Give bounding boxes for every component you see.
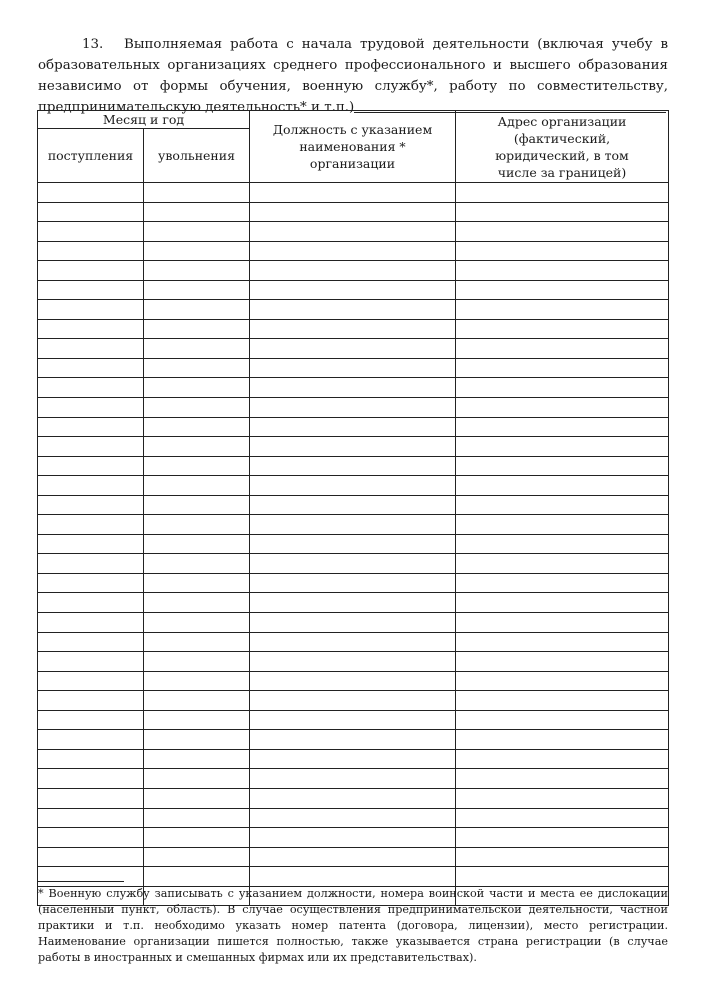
table-row <box>38 593 669 613</box>
position-cell[interactable] <box>250 632 456 652</box>
address-cell[interactable] <box>456 339 669 359</box>
table-row <box>38 241 669 261</box>
table-row <box>38 847 669 867</box>
position-cell[interactable] <box>250 808 456 828</box>
table-row <box>38 358 669 378</box>
address-cell[interactable] <box>456 828 669 848</box>
end-date-cell[interactable] <box>144 632 250 652</box>
work-history-table <box>37 110 669 906</box>
start-date-cell[interactable] <box>38 495 144 515</box>
start-date-cell[interactable] <box>38 183 144 203</box>
table-row <box>38 300 669 320</box>
start-date-cell[interactable] <box>38 241 144 261</box>
address-cell[interactable] <box>456 398 669 418</box>
end-date-cell[interactable] <box>144 749 250 769</box>
position-cell[interactable] <box>250 280 456 300</box>
address-cell[interactable] <box>456 300 669 320</box>
footnote-text: * Военную службу записывать с указанием должности, номера воинской части и места ее дислокации (населенный пункт, область). В случае осуществления предпринимательской деятельности, частной практики и т.п. необходимо указать номер патента (договора, лицензии), место регистрации. Наименование организации пишется полностью, также указывается страна регистрации (в случае работы в иностранных и смешанных фирмах или их представительствах). <box>38 887 668 964</box>
address-cell[interactable] <box>456 769 669 789</box>
table-row <box>38 339 669 359</box>
table-row <box>38 417 669 437</box>
address-cell[interactable] <box>456 456 669 476</box>
address-cell[interactable] <box>456 515 669 535</box>
address-cell[interactable] <box>456 808 669 828</box>
end-date-cell[interactable] <box>144 339 250 359</box>
start-date-cell[interactable] <box>38 847 144 867</box>
table-row <box>38 476 669 496</box>
position-cell[interactable] <box>250 476 456 496</box>
end-date-cell[interactable] <box>144 378 250 398</box>
end-date-cell[interactable] <box>144 808 250 828</box>
end-date-cell[interactable] <box>144 202 250 222</box>
table-row <box>38 280 669 300</box>
start-date-cell[interactable] <box>38 808 144 828</box>
end-date-cell[interactable] <box>144 515 250 535</box>
table-row <box>38 222 669 242</box>
end-date-cell[interactable] <box>144 280 250 300</box>
address-cell[interactable] <box>456 867 669 887</box>
end-date-cell[interactable] <box>144 652 250 672</box>
start-date-cell[interactable] <box>38 652 144 672</box>
end-date-cell[interactable] <box>144 534 250 554</box>
address-cell[interactable] <box>456 710 669 730</box>
address-cell[interactable] <box>456 534 669 554</box>
start-date-cell[interactable] <box>38 554 144 574</box>
address-cell[interactable] <box>456 280 669 300</box>
address-cell[interactable] <box>456 202 669 222</box>
end-date-cell[interactable] <box>144 769 250 789</box>
start-date-cell[interactable] <box>38 730 144 750</box>
address-cell[interactable] <box>456 554 669 574</box>
position-cell[interactable] <box>250 300 456 320</box>
address-cell[interactable] <box>456 378 669 398</box>
start-date-cell[interactable] <box>38 300 144 320</box>
position-cell[interactable] <box>250 613 456 633</box>
end-date-cell[interactable] <box>144 828 250 848</box>
position-cell[interactable] <box>250 788 456 808</box>
address-cell[interactable] <box>456 319 669 339</box>
address-cell[interactable] <box>456 691 669 711</box>
end-date-cell[interactable] <box>144 476 250 496</box>
table-row <box>38 378 669 398</box>
address-cell[interactable] <box>456 730 669 750</box>
position-cell[interactable] <box>250 241 456 261</box>
position-cell[interactable] <box>250 261 456 281</box>
end-date-cell[interactable] <box>144 222 250 242</box>
start-date-cell[interactable] <box>38 339 144 359</box>
end-date-cell[interactable] <box>144 261 250 281</box>
position-cell[interactable] <box>250 847 456 867</box>
table-row <box>38 769 669 789</box>
address-cell[interactable] <box>456 476 669 496</box>
end-date-cell[interactable] <box>144 554 250 574</box>
position-cell[interactable] <box>250 398 456 418</box>
start-date-cell[interactable] <box>38 456 144 476</box>
end-date-cell[interactable] <box>144 241 250 261</box>
end-date-cell[interactable] <box>144 710 250 730</box>
end-date-cell[interactable] <box>144 358 250 378</box>
position-cell[interactable] <box>250 222 456 242</box>
table-row <box>38 319 669 339</box>
end-date-cell[interactable] <box>144 730 250 750</box>
address-cell[interactable] <box>456 437 669 457</box>
address-cell[interactable] <box>456 241 669 261</box>
header-end-date: увольнения <box>144 129 250 183</box>
end-date-cell[interactable] <box>144 593 250 613</box>
section-number: 13. <box>82 37 104 52</box>
position-cell[interactable] <box>250 378 456 398</box>
address-cell[interactable] <box>456 671 669 691</box>
position-cell[interactable] <box>250 495 456 515</box>
start-date-cell[interactable] <box>38 769 144 789</box>
start-date-cell[interactable] <box>38 358 144 378</box>
section-description: Выполняемая работа с начала трудовой деятельности (включая учебу в образовательных организациях среднего профессионального и высшего образования независимо от формы обучения, военную службу*, работу по совместительству, предпринимательскую деятельность* и т.п.) <box>38 37 668 115</box>
position-cell[interactable] <box>250 710 456 730</box>
position-cell[interactable] <box>250 417 456 437</box>
table-row <box>38 730 669 750</box>
end-date-cell[interactable] <box>144 398 250 418</box>
position-cell[interactable] <box>250 867 456 887</box>
position-cell[interactable] <box>250 437 456 457</box>
position-cell[interactable] <box>250 652 456 672</box>
address-cell[interactable] <box>456 573 669 593</box>
address-cell[interactable] <box>456 417 669 437</box>
position-cell[interactable] <box>250 358 456 378</box>
address-cell[interactable] <box>456 613 669 633</box>
end-date-cell[interactable] <box>144 847 250 867</box>
position-cell[interactable] <box>250 691 456 711</box>
position-cell[interactable] <box>250 671 456 691</box>
position-cell[interactable] <box>250 534 456 554</box>
end-date-cell[interactable] <box>144 495 250 515</box>
start-date-cell[interactable] <box>38 319 144 339</box>
position-cell[interactable] <box>250 339 456 359</box>
table-row <box>38 808 669 828</box>
position-cell[interactable] <box>250 769 456 789</box>
start-date-cell[interactable] <box>38 437 144 457</box>
table-row <box>38 554 669 574</box>
start-date-cell[interactable] <box>38 398 144 418</box>
position-cell[interactable] <box>250 573 456 593</box>
end-date-cell[interactable] <box>144 671 250 691</box>
start-date-cell[interactable] <box>38 515 144 535</box>
table-row <box>38 788 669 808</box>
start-date-cell[interactable] <box>38 202 144 222</box>
start-date-cell[interactable] <box>38 671 144 691</box>
table-row <box>38 710 669 730</box>
table-row <box>38 202 669 222</box>
table-row <box>38 573 669 593</box>
address-cell[interactable] <box>456 749 669 769</box>
end-date-cell[interactable] <box>144 437 250 457</box>
address-cell[interactable] <box>456 358 669 378</box>
table-row <box>38 534 669 554</box>
end-date-cell[interactable] <box>144 573 250 593</box>
position-cell[interactable] <box>250 202 456 222</box>
position-cell[interactable] <box>250 515 456 535</box>
start-date-cell[interactable] <box>38 280 144 300</box>
end-date-cell[interactable] <box>144 867 250 887</box>
table-row <box>38 261 669 281</box>
table-row <box>38 437 669 457</box>
end-date-cell[interactable] <box>144 300 250 320</box>
header-month-year: Месяц и год <box>38 111 250 129</box>
table-row <box>38 495 669 515</box>
section-13-text <box>38 34 668 118</box>
table-row <box>38 183 669 203</box>
start-date-cell[interactable] <box>38 613 144 633</box>
table-row <box>38 652 669 672</box>
address-cell[interactable] <box>456 183 669 203</box>
address-cell[interactable] <box>456 222 669 242</box>
start-date-cell[interactable] <box>38 222 144 242</box>
start-date-cell[interactable] <box>38 632 144 652</box>
end-date-cell[interactable] <box>144 788 250 808</box>
header-address: Адрес организации (фактический, юридический, в том числе за границей) <box>456 111 669 183</box>
table-row <box>38 671 669 691</box>
table-row <box>38 828 669 848</box>
address-cell[interactable] <box>456 847 669 867</box>
table-row <box>38 867 669 887</box>
table-row <box>38 398 669 418</box>
address-cell[interactable] <box>456 593 669 613</box>
header-start-date: поступления <box>38 129 144 183</box>
start-date-cell[interactable] <box>38 593 144 613</box>
position-cell[interactable] <box>250 730 456 750</box>
table-body <box>38 183 669 906</box>
start-date-cell[interactable] <box>38 534 144 554</box>
start-date-cell[interactable] <box>38 749 144 769</box>
table-row <box>38 515 669 535</box>
position-cell[interactable] <box>250 456 456 476</box>
table-row <box>38 691 669 711</box>
table-row <box>38 456 669 476</box>
end-date-cell[interactable] <box>144 417 250 437</box>
position-cell[interactable] <box>250 749 456 769</box>
start-date-cell[interactable] <box>38 867 144 887</box>
start-date-cell[interactable] <box>38 710 144 730</box>
end-date-cell[interactable] <box>144 183 250 203</box>
table-row <box>38 632 669 652</box>
start-date-cell[interactable] <box>38 828 144 848</box>
start-date-cell[interactable] <box>38 573 144 593</box>
position-cell[interactable] <box>250 319 456 339</box>
position-cell[interactable] <box>250 828 456 848</box>
address-cell[interactable] <box>456 261 669 281</box>
header-position: Должность с указанием наименования * организации <box>250 111 456 183</box>
start-date-cell[interactable] <box>38 261 144 281</box>
start-date-cell[interactable] <box>38 476 144 496</box>
start-date-cell[interactable] <box>38 691 144 711</box>
end-date-cell[interactable] <box>144 691 250 711</box>
start-date-cell[interactable] <box>38 788 144 808</box>
start-date-cell[interactable] <box>38 417 144 437</box>
end-date-cell[interactable] <box>144 456 250 476</box>
end-date-cell[interactable] <box>144 613 250 633</box>
footnote-divider <box>38 881 124 882</box>
address-cell[interactable] <box>456 495 669 515</box>
table-row <box>38 613 669 633</box>
position-cell[interactable] <box>250 183 456 203</box>
position-cell[interactable] <box>250 593 456 613</box>
address-cell[interactable] <box>456 788 669 808</box>
table-row <box>38 749 669 769</box>
start-date-cell[interactable] <box>38 378 144 398</box>
address-cell[interactable] <box>456 632 669 652</box>
end-date-cell[interactable] <box>144 319 250 339</box>
position-cell[interactable] <box>250 554 456 574</box>
address-cell[interactable] <box>456 652 669 672</box>
